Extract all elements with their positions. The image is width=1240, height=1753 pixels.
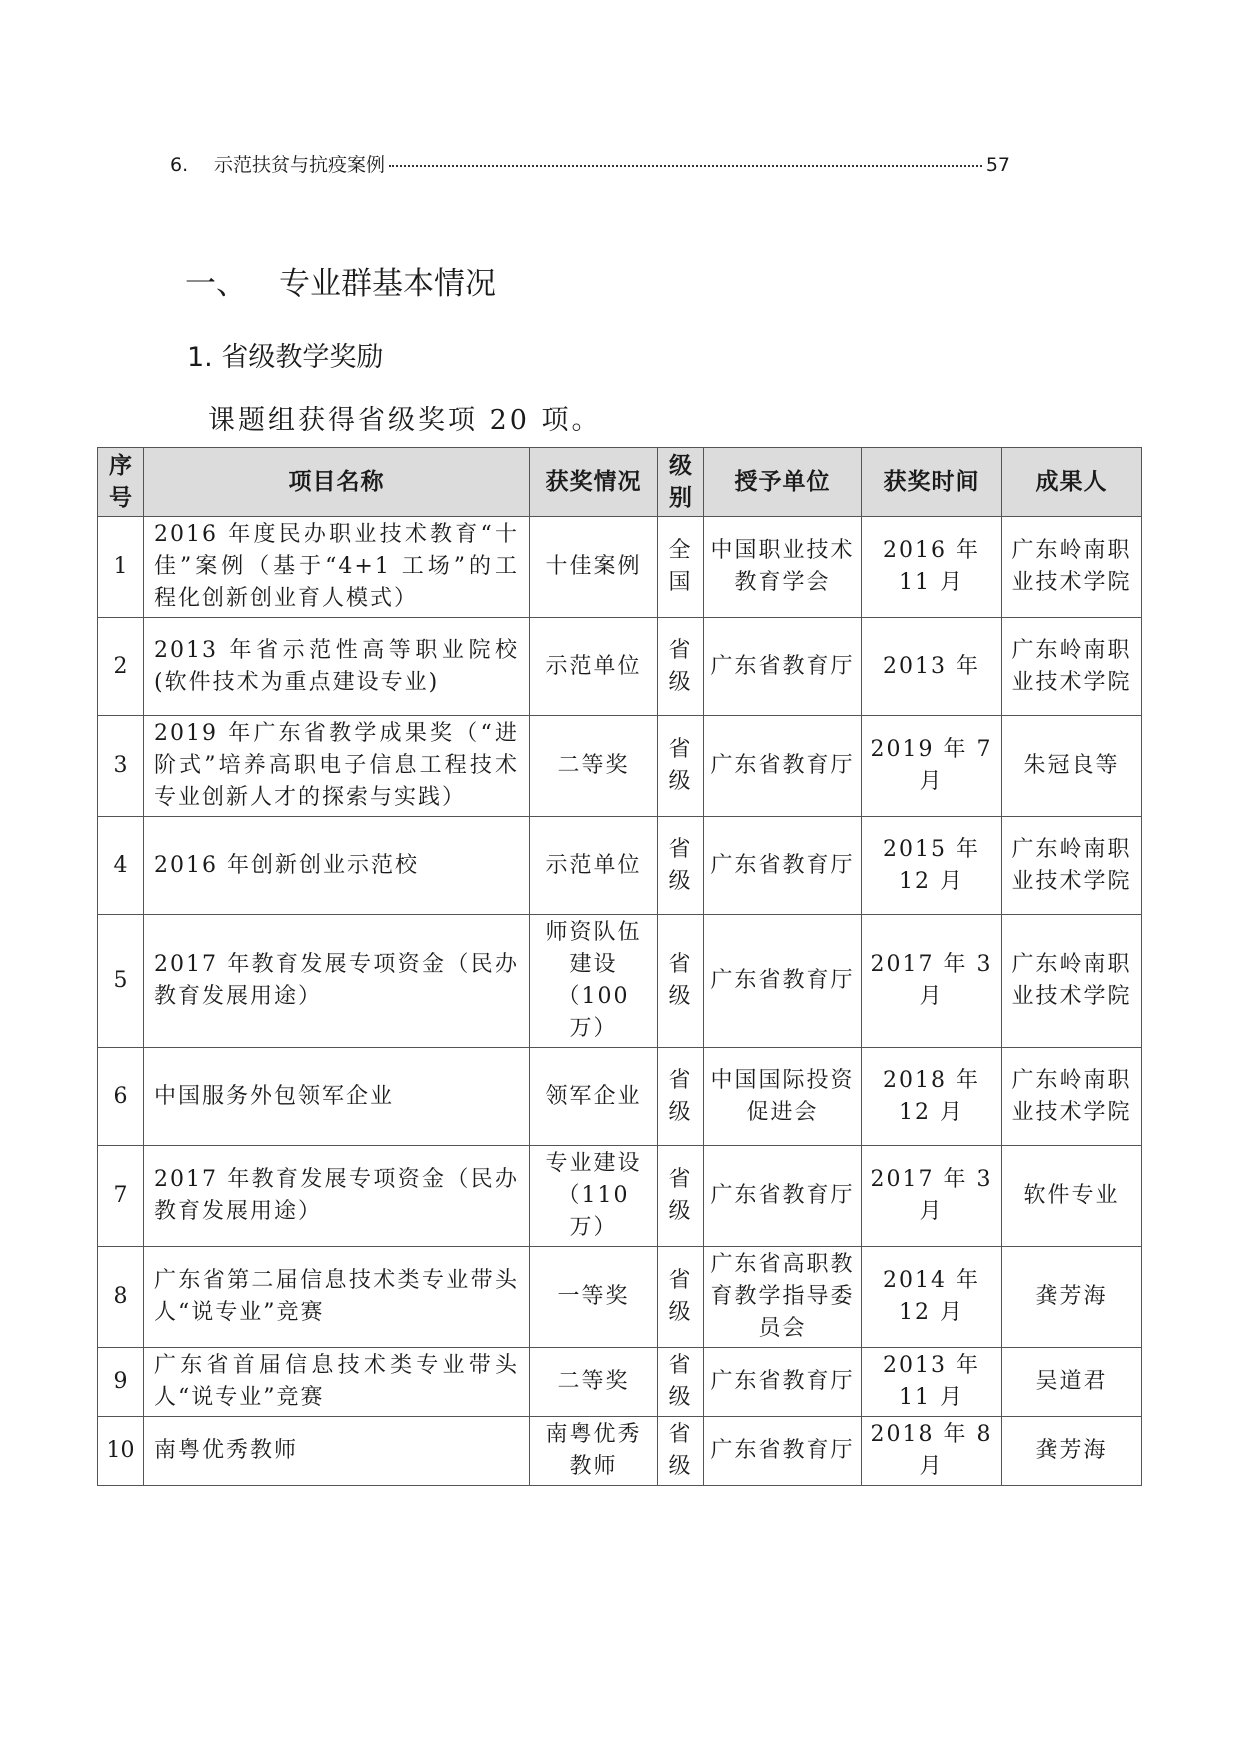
- toc-dot-leader: [389, 165, 982, 167]
- header-time: 获奖时间: [862, 448, 1002, 517]
- cell-unit: 广东省教育厅: [704, 716, 862, 817]
- cell-seq: 10: [98, 1417, 144, 1486]
- header-level: 级别: [658, 448, 704, 517]
- cell-level: 省级: [658, 915, 704, 1048]
- cell-unit: 广东省教育厅: [704, 1417, 862, 1486]
- section-heading-number: 一、: [185, 266, 247, 302]
- cell-time: 2018 年 12 月: [862, 1048, 1002, 1146]
- cell-time: 2017 年 3 月: [862, 915, 1002, 1048]
- cell-person: 软件专业: [1002, 1146, 1142, 1247]
- cell-seq: 6: [98, 1048, 144, 1146]
- cell-level: 省级: [658, 817, 704, 915]
- cell-person: 龚芳海: [1002, 1247, 1142, 1348]
- cell-unit: 中国职业技术教育学会: [704, 517, 862, 618]
- cell-person: 广东岭南职业技术学院: [1002, 517, 1142, 618]
- cell-name: 广东省第二届信息技术类专业带头人“说专业”竞赛: [144, 1247, 530, 1348]
- cell-level: 省级: [658, 1417, 704, 1486]
- cell-level: 省级: [658, 1247, 704, 1348]
- toc-entry[interactable]: [170, 150, 1010, 182]
- cell-person: 吴道君: [1002, 1348, 1142, 1417]
- cell-time: 2015 年 12 月: [862, 817, 1002, 915]
- cell-unit: 广东省教育厅: [704, 1146, 862, 1247]
- toc-entry-page: 57: [985, 154, 1010, 176]
- cell-level: 全国: [658, 517, 704, 618]
- cell-name: 2017 年教育发展专项资金（民办教育发展用途）: [144, 915, 530, 1048]
- cell-person: 朱冠良等: [1002, 716, 1142, 817]
- cell-level: 省级: [658, 716, 704, 817]
- awards-table: [97, 447, 1142, 1486]
- table-row: [98, 1417, 1142, 1486]
- cell-person: 广东岭南职业技术学院: [1002, 1048, 1142, 1146]
- cell-seq: 7: [98, 1146, 144, 1247]
- cell-person: 广东岭南职业技术学院: [1002, 618, 1142, 716]
- cell-unit: 广东省教育厅: [704, 817, 862, 915]
- cell-award: 十佳案例: [530, 517, 658, 618]
- cell-award: 领军企业: [530, 1048, 658, 1146]
- cell-person: 广东岭南职业技术学院: [1002, 817, 1142, 915]
- toc-entry-title: 示范扶贫与抗疫案例: [214, 154, 386, 176]
- cell-seq: 3: [98, 716, 144, 817]
- cell-level: 省级: [658, 1048, 704, 1146]
- table-row: [98, 915, 1142, 1048]
- section-heading: [185, 258, 496, 303]
- cell-seq: 1: [98, 517, 144, 618]
- header-name: 项目名称: [144, 448, 530, 517]
- table-row: [98, 1048, 1142, 1146]
- table-row: [98, 1348, 1142, 1417]
- table-row: [98, 1247, 1142, 1348]
- header-seq: 序号: [98, 448, 144, 517]
- cell-level: 省级: [658, 618, 704, 716]
- cell-name: 2019 年广东省教学成果奖（“进阶式”培养高职电子信息工程技术专业创新人才的探索与实践）: [144, 716, 530, 817]
- cell-seq: 9: [98, 1348, 144, 1417]
- cell-unit: 广东省教育厅: [704, 618, 862, 716]
- cell-time: 2014 年 12 月: [862, 1247, 1002, 1348]
- cell-unit: 广东省教育厅: [704, 915, 862, 1048]
- cell-award: 专业建设（110 万）: [530, 1146, 658, 1247]
- cell-time: 2013 年 11 月: [862, 1348, 1002, 1417]
- cell-award: 一等奖: [530, 1247, 658, 1348]
- cell-time: 2017 年 3 月: [862, 1146, 1002, 1247]
- header-unit: 授予单位: [704, 448, 862, 517]
- table-row: [98, 716, 1142, 817]
- cell-time: 2018 年 8 月: [862, 1417, 1002, 1486]
- cell-unit: 广东省教育厅: [704, 1348, 862, 1417]
- cell-award: 示范单位: [530, 618, 658, 716]
- cell-seq: 2: [98, 618, 144, 716]
- table-row: [98, 618, 1142, 716]
- cell-seq: 5: [98, 915, 144, 1048]
- cell-unit: 广东省高职教育教学指导委员会: [704, 1247, 862, 1348]
- cell-time: 2016 年 11 月: [862, 517, 1002, 618]
- header-award: 获奖情况: [530, 448, 658, 517]
- cell-award: 示范单位: [530, 817, 658, 915]
- cell-award: 师资队伍建设（100 万）: [530, 915, 658, 1048]
- header-person: 成果人: [1002, 448, 1142, 517]
- table-row: [98, 817, 1142, 915]
- cell-award: 二等奖: [530, 716, 658, 817]
- cell-name: 2017 年教育发展专项资金（民办教育发展用途）: [144, 1146, 530, 1247]
- table-header-row: [98, 448, 1142, 517]
- table-row: [98, 1146, 1142, 1247]
- cell-name: 2016 年度民办职业技术教育“十佳”案例（基于“4+1 工场”的工程化创新创业育人模式）: [144, 517, 530, 618]
- cell-name: 南粤优秀教师: [144, 1417, 530, 1486]
- cell-person: 广东岭南职业技术学院: [1002, 915, 1142, 1048]
- cell-name: 2016 年创新创业示范校: [144, 817, 530, 915]
- cell-name: 2013 年省示范性高等职业院校(软件技术为重点建设专业): [144, 618, 530, 716]
- cell-time: 2013 年: [862, 618, 1002, 716]
- cell-name: 广东省首届信息技术类专业带头人“说专业”竞赛: [144, 1348, 530, 1417]
- cell-time: 2019 年 7 月: [862, 716, 1002, 817]
- cell-name: 中国服务外包领军企业: [144, 1048, 530, 1146]
- cell-seq: 8: [98, 1247, 144, 1348]
- cell-award: 二等奖: [530, 1348, 658, 1417]
- toc-entry-number: 6.: [170, 154, 189, 176]
- subsection-heading: 1. 省级教学奖励: [187, 342, 384, 373]
- cell-award: 南粤优秀教师: [530, 1417, 658, 1486]
- cell-seq: 4: [98, 817, 144, 915]
- cell-level: 省级: [658, 1146, 704, 1247]
- cell-person: 龚芳海: [1002, 1417, 1142, 1486]
- cell-level: 省级: [658, 1348, 704, 1417]
- section-heading-title: 专业群基本情况: [279, 266, 496, 302]
- cell-unit: 中国国际投资促进会: [704, 1048, 862, 1146]
- table-row: [98, 517, 1142, 618]
- intro-paragraph: 课题组获得省级奖项 20 项。: [208, 405, 602, 436]
